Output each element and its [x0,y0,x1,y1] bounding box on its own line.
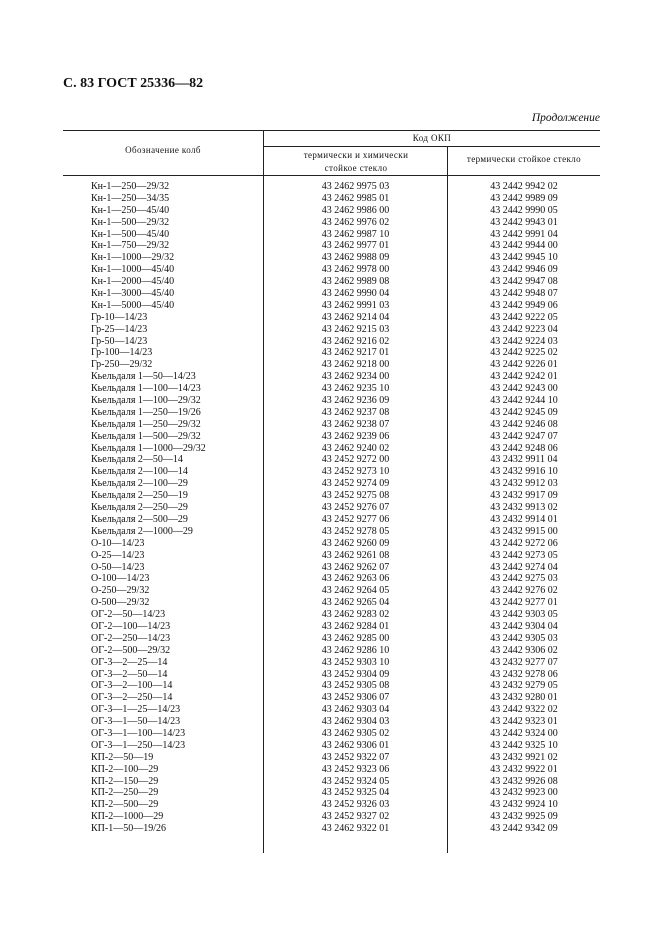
code-heat-resistant: 43 2442 9991 04 [490,228,558,240]
code-heat-resistant: 43 2442 9244 10 [490,395,558,407]
table-row [0,276,661,288]
table-row [0,609,661,621]
code-heat-resistant: 43 2442 9248 06 [490,442,558,454]
table-row [0,454,661,466]
table-row [0,264,661,276]
table-row [0,312,661,324]
flask-designation: Кьельдаля 1—250—19/26 [91,406,201,418]
code-chem-resistant: 43 2452 9327 02 [321,811,390,823]
code-chem-resistant: 43 2462 9975 03 [321,181,390,192]
code-heat-resistant: 43 2442 9323 01 [490,716,558,728]
flask-designation: Кьельдаля 2—1000—29 [91,525,193,537]
flask-designation: Кн-1—750—29/32 [91,240,170,252]
flask-designation: Кьельдаля 2—50—14 [91,454,183,466]
table-row [0,823,661,835]
code-heat-resistant: 43 2442 9322 02 [490,704,558,716]
code-chem-resistant: 43 2462 9214 04 [321,311,390,323]
code-heat-resistant: 43 2432 9913 02 [490,502,558,514]
code-heat-resistant: 43 2432 9914 01 [490,513,558,525]
code-heat-resistant: 43 2442 9325 10 [490,739,558,751]
code-heat-resistant: 43 2432 9911 04 [490,454,558,466]
table-row [0,811,661,823]
flask-designation: ОГ-2—50—14/23 [91,609,166,621]
table-row [0,645,661,657]
code-chem-resistant: 43 2452 9323 06 [321,763,390,775]
code-heat-resistant: 43 2442 9324 00 [490,727,558,739]
code-heat-resistant: 43 2442 9990 05 [490,204,558,216]
code-heat-resistant: 43 2442 9274 04 [490,561,558,573]
code-heat-resistant: 43 2442 9225 02 [490,347,558,359]
table-row [0,205,661,217]
code-heat-resistant: 43 2442 9276 02 [490,585,558,597]
code-chem-resistant: 43 2462 9218 00 [321,359,390,371]
flask-designation: ОГ-3—1—250—14/23 [91,739,186,751]
code-heat-resistant: 43 2432 9924 10 [490,799,558,811]
code-chem-resistant: 43 2452 9278 05 [321,525,390,537]
code-heat-resistant: 43 2442 9226 01 [490,359,558,371]
flask-designation: КП-2—1000—29 [91,811,164,823]
code-chem-resistant: 43 2462 9304 03 [321,716,390,728]
flask-designation: ОГ-3—2—100—14 [91,680,173,692]
table-row [0,526,661,538]
table-row [0,562,661,574]
code-chem-resistant: 43 2462 9285 00 [321,632,390,644]
flask-designation: Кьельдаля 2—100—29 [91,478,188,490]
column-header-heat-resistant: термически стойкое стекло [466,154,582,164]
table-row [0,383,661,395]
flask-designation: ОГ-3—2—250—14 [91,692,173,704]
flask-designation: ОГ-3—1—50—14/23 [91,716,181,728]
code-chem-resistant: 43 2462 9990 04 [321,288,390,300]
table-row [0,359,661,371]
code-chem-resistant: 43 2452 9276 07 [321,502,390,514]
table-row [0,728,661,740]
table-row [0,680,661,692]
code-heat-resistant: 43 2442 9246 08 [490,418,558,430]
code-chem-resistant: 43 2462 9237 08 [321,406,390,418]
code-chem-resistant: 43 2452 9303 10 [321,656,390,668]
code-chem-resistant: 43 2462 9988 09 [321,252,390,264]
code-chem-resistant: 43 2462 9239 06 [321,430,390,442]
code-chem-resistant: 43 2462 9236 09 [321,395,390,407]
code-heat-resistant: 43 2442 9306 02 [490,644,558,656]
table-row [0,621,661,633]
flask-designation: ОГ-2—500—29/32 [91,644,171,656]
table-row [0,538,661,550]
code-chem-resistant: 43 2462 9303 04 [321,704,390,716]
flask-designation: Кн-1—500—45/40 [91,228,170,240]
code-heat-resistant: 43 2442 9222 05 [490,311,558,323]
table-row [0,466,661,478]
flask-designation: Кьельдаля 2—500—29 [91,513,188,525]
code-chem-resistant: 43 2452 9306 07 [321,692,390,704]
code-heat-resistant: 43 2442 9224 03 [490,335,558,347]
table-row [0,443,661,455]
table-row [0,787,661,799]
table-row [0,347,661,359]
code-heat-resistant: 43 2442 9303 05 [490,609,558,621]
code-chem-resistant: 43 2452 9274 09 [321,478,390,490]
column-header-designation: Обозначение колб [125,145,201,155]
code-heat-resistant: 43 2442 9305 03 [490,632,558,644]
table-row [0,633,661,645]
code-heat-resistant: 43 2442 9946 09 [490,264,558,276]
code-chem-resistant: 43 2462 9217 01 [321,347,390,359]
flask-designation: ОГ-3—1—25—14/23 [91,704,181,716]
code-chem-resistant: 43 2452 9273 10 [321,466,390,478]
code-heat-resistant: 43 2432 9922 01 [490,763,558,775]
code-chem-resistant: 43 2462 9216 02 [321,335,390,347]
flask-designation: Кьельдаля 1—50—14/23 [91,371,196,383]
code-chem-resistant: 43 2462 9215 03 [321,323,390,335]
header-bottom-rule [63,175,600,176]
flask-designation: Кьельдаля 1—1000—29/32 [91,442,206,454]
code-chem-resistant: 43 2462 9262 07 [321,561,390,573]
code-chem-resistant: 43 2462 9985 01 [321,192,390,204]
flask-designation: Кьельдаля 1—250—29/32 [91,418,201,430]
table-row [0,692,661,704]
table-row [0,395,661,407]
flask-designation: Гр-50—14/23 [91,335,148,347]
flask-designation: Кн-1—5000—45/40 [91,299,175,311]
code-chem-resistant: 43 2462 9989 08 [321,276,390,288]
code-chem-resistant: 43 2452 9325 04 [321,787,390,799]
code-chem-resistant: 43 2462 9261 08 [321,549,390,561]
flask-designation: Кн-1—500—29/32 [91,216,170,228]
code-heat-resistant: 43 2432 9912 03 [490,478,558,490]
code-chem-resistant: 43 2452 9272 00 [321,454,390,466]
code-heat-resistant: 43 2442 9242 01 [490,371,558,383]
flask-designation: Гр-10—14/23 [91,311,148,323]
flask-designation: Кн-1—250—34/35 [91,192,170,204]
code-chem-resistant: 43 2452 9322 07 [321,751,390,763]
code-chem-resistant: 43 2452 9277 06 [321,513,390,525]
table-row [0,181,661,193]
table-row [0,716,661,728]
flask-designation: О-100—14/23 [91,573,150,585]
table-row [0,419,661,431]
table-row [0,514,661,526]
flask-designation: ОГ-3—2—25—14 [91,656,168,668]
flask-designation: КП-2—250—29 [91,787,159,799]
code-heat-resistant: 43 2442 9989 09 [490,192,558,204]
code-heat-resistant: 43 2442 9245 09 [490,406,558,418]
table-row [0,229,661,241]
code-chem-resistant: 43 2462 9264 05 [321,585,390,597]
code-heat-resistant: 43 2442 9247 07 [490,430,558,442]
table-row [0,776,661,788]
code-chem-resistant: 43 2462 9283 02 [321,609,390,621]
flask-designation: Кьельдаля 1—100—29/32 [91,395,201,407]
flask-designation: Гр-250—29/32 [91,359,153,371]
flask-designation: ОГ-2—250—14/23 [91,632,171,644]
flask-designation: О-50—14/23 [91,561,145,573]
flask-designation: О-500—29/32 [91,597,150,609]
code-chem-resistant: 43 2462 9991 03 [321,299,390,311]
code-chem-resistant: 43 2462 9240 02 [321,442,390,454]
code-chem-resistant: 43 2452 9305 08 [321,680,390,692]
code-heat-resistant: 43 2442 9275 03 [490,573,558,585]
table-body [0,181,661,835]
table-row [0,300,661,312]
code-heat-resistant: 43 2432 9278 06 [490,668,558,680]
table-row [0,573,661,585]
flask-designation: Кьельдаля 1—500—29/32 [91,430,201,442]
code-chem-resistant: 43 2452 9324 05 [321,775,390,787]
table-row [0,704,661,716]
flask-designation: Гр-100—14/23 [91,347,153,359]
table-row [0,371,661,383]
code-heat-resistant: 43 2442 9948 07 [490,288,558,300]
table-row [0,193,661,205]
code-chem-resistant: 43 2462 9234 00 [321,371,390,383]
table-row [0,336,661,348]
code-heat-resistant: 43 2432 9925 09 [490,811,558,823]
flask-designation: ОГ-3—1—100—14/23 [91,727,186,739]
code-heat-resistant: 43 2442 9943 01 [490,216,558,228]
column-group-header-okp: Код ОКП [412,133,452,143]
code-heat-resistant: 43 2432 9280 01 [490,692,558,704]
code-chem-resistant: 43 2462 9986 00 [321,204,390,216]
code-chem-resistant: 43 2462 9987 10 [321,228,390,240]
code-heat-resistant: 43 2432 9915 00 [490,525,558,537]
code-chem-resistant: 43 2462 9263 06 [321,573,390,585]
code-chem-resistant: 43 2462 9305 02 [321,727,390,739]
code-heat-resistant: 43 2442 9277 01 [490,597,558,609]
code-heat-resistant: 43 2432 9917 09 [490,490,558,502]
table-row [0,550,661,562]
continuation-label: Продолжение [531,112,600,124]
code-heat-resistant: 43 2432 9279 05 [490,680,558,692]
code-heat-resistant: 43 2442 9272 06 [490,537,558,549]
code-heat-resistant: 43 2442 9945 10 [490,252,558,264]
code-heat-resistant: 43 2432 9921 02 [490,751,558,763]
table-row [0,288,661,300]
code-heat-resistant: 43 2442 9947 08 [490,276,558,288]
page-header: С. 83 ГОСТ 25336—82 [63,76,204,91]
code-heat-resistant: 43 2432 9923 00 [490,787,558,799]
table-row [0,240,661,252]
flask-designation: О-10—14/23 [91,537,145,549]
flask-designation: ОГ-2—100—14/23 [91,620,171,632]
table-row [0,478,661,490]
table-row [0,431,661,443]
table-row [0,597,661,609]
code-heat-resistant: 43 2432 9916 10 [490,466,558,478]
code-chem-resistant: 43 2452 9326 03 [321,799,390,811]
table-row [0,252,661,264]
table-row [0,502,661,514]
table-row [0,490,661,502]
code-chem-resistant: 43 2452 9304 09 [321,668,390,680]
code-chem-resistant: 43 2462 9238 07 [321,418,390,430]
flask-designation: Кн-1—1000—29/32 [91,252,175,264]
code-heat-resistant: 43 2442 9942 02 [490,181,558,192]
code-chem-resistant: 43 2462 9265 04 [321,597,390,609]
table-row [0,752,661,764]
flask-designation: Кьельдаля 2—250—19 [91,490,188,502]
flask-designation: Кьельдаля 1—100—14/23 [91,383,201,395]
table-row [0,740,661,752]
flask-designation: КП-2—50—19 [91,751,154,763]
flask-designation: Кьельдаля 2—250—29 [91,502,188,514]
code-chem-resistant: 43 2462 9978 00 [321,264,390,276]
flask-designation: Кн-1—3000—45/40 [91,288,175,300]
column-header-chem-resistant: термически и химически стойкое стекло [303,150,409,173]
table-row [0,764,661,776]
code-chem-resistant: 43 2462 9260 09 [321,537,390,549]
flask-designation: Гр-25—14/23 [91,323,148,335]
flask-designation: Кн-1—2000—45/40 [91,276,175,288]
flask-designation: О-250—29/32 [91,585,150,597]
code-chem-resistant: 43 2462 9322 01 [321,823,390,835]
flask-designation: КП-1—50—19/26 [91,823,166,835]
table-row [0,324,661,336]
flask-designation: КП-2—500—29 [91,799,159,811]
code-heat-resistant: 43 2442 9949 06 [490,299,558,311]
flask-designation: Кн-1—250—45/40 [91,204,170,216]
code-heat-resistant: 43 2442 9944 00 [490,240,558,252]
code-heat-resistant: 43 2432 9277 07 [490,656,558,668]
code-chem-resistant: 43 2462 9284 01 [321,620,390,632]
flask-designation: КП-2—100—29 [91,763,159,775]
code-heat-resistant: 43 2442 9342 09 [490,823,558,835]
code-chem-resistant: 43 2452 9275 08 [321,490,390,502]
flask-designation: КП-2—150—29 [91,775,159,787]
table-top-rule [63,130,600,131]
flask-designation: Кн-1—250—29/32 [91,181,170,192]
code-heat-resistant: 43 2432 9926 08 [490,775,558,787]
code-heat-resistant: 43 2442 9273 05 [490,549,558,561]
table-row [0,799,661,811]
code-chem-resistant: 43 2462 9977 01 [321,240,390,252]
code-chem-resistant: 43 2462 9286 10 [321,644,390,656]
code-heat-resistant: 43 2442 9243 00 [490,383,558,395]
code-chem-resistant: 43 2462 9976 02 [321,216,390,228]
flask-designation: Кьельдаля 2—100—14 [91,466,188,478]
flask-designation: ОГ-3—2—50—14 [91,668,168,680]
code-chem-resistant: 43 2462 9235 10 [321,383,390,395]
table-row [0,669,661,681]
table-row [0,217,661,229]
flask-designation: О-25—14/23 [91,549,145,561]
table-row [0,585,661,597]
table-row [0,657,661,669]
code-heat-resistant: 43 2442 9304 04 [490,620,558,632]
table-row [0,407,661,419]
header-mid-rule [264,146,600,147]
code-chem-resistant: 43 2462 9306 01 [321,739,390,751]
flask-designation: Кн-1—1000—45/40 [91,264,175,276]
code-heat-resistant: 43 2442 9223 04 [490,323,558,335]
